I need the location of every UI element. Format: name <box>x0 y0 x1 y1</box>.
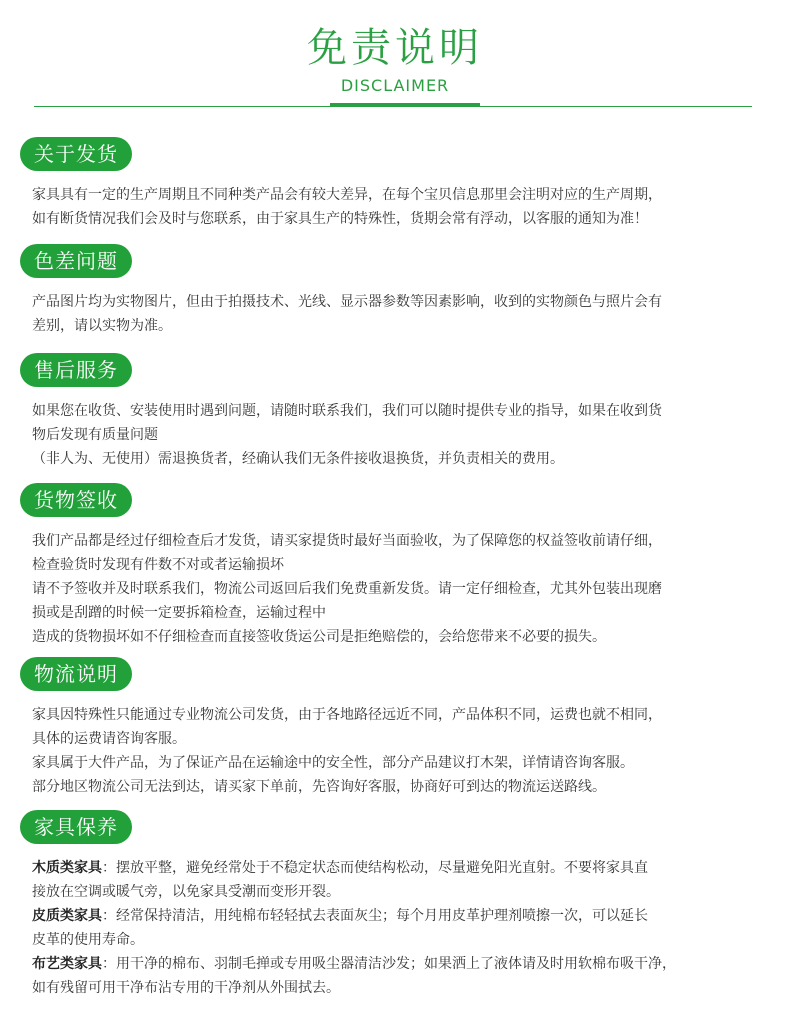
care-item-text: ：用干净的棉布、羽制毛掸或专用吸尘器清洁沙发；如果洒上了液体请及时用软棉布吸干净， <box>102 956 676 972</box>
paragraph-line: 如有断货情况我们会及时与您联系，由于家具生产的特殊性，货期会常有浮动，以客服的通知为准！ <box>32 211 648 227</box>
care-item-label: 木质类家具 <box>32 860 102 876</box>
section-heading-color-difference: 色差问题 <box>20 244 132 278</box>
section-body-after-sales <box>32 399 762 471</box>
section-body-color-difference <box>32 290 762 338</box>
paragraph-line: 如有残留可用干净布沾专用的干净剂从外围拭去。 <box>32 980 340 996</box>
care-item-label: 皮质类家具 <box>32 908 102 924</box>
care-item-fabric <box>32 952 762 976</box>
section-body-furniture-care <box>32 856 762 1000</box>
section-heading-after-sales: 售后服务 <box>20 353 132 387</box>
section-body-shipping <box>32 183 762 231</box>
paragraph-line: 损或是刮蹭的时候一定要拆箱检查，运输过程中 <box>32 605 326 621</box>
paragraph-line: 物后发现有质量问题 <box>32 427 158 443</box>
care-item-text: ：摆放平整，避免经常处于不稳定状态而使结构松动，尽量避免阳光直射。不要将家具直 <box>102 860 648 876</box>
paragraph-line: 家具具有一定的生产周期且不同种类产品会有较大差异，在每个宝贝信息那里会注明对应的生产周期， <box>32 187 662 203</box>
paragraph-line: 家具因特殊性只能通过专业物流公司发货，由于各地路径远近不同，产品体积不同，运费也就不相同， <box>32 707 662 723</box>
paragraph-line: 如果您在收货、安装使用时遇到问题，请随时联系我们，我们可以随时提供专业的指导，如果在收到货 <box>32 403 662 419</box>
header-divider <box>34 106 752 107</box>
paragraph-line: 差别，请以实物为准。 <box>32 318 172 334</box>
paragraph-line: 我们产品都是经过仔细检查后才发货，请买家提货时最好当面验收，为了保障您的权益签收前请仔细， <box>32 533 662 549</box>
section-body-logistics <box>32 703 762 799</box>
paragraph-line: 检查验货时发现有件数不对或者运输损坏 <box>32 557 284 573</box>
paragraph-line: 具体的运费请咨询客服。 <box>32 731 186 747</box>
paragraph-line: 造成的货物损坏如不仔细检查而直接签收货运公司是拒绝赔偿的，会给您带来不必要的损失。 <box>32 629 606 645</box>
paragraph-line: （非人为、无使用）需退换货者，经确认我们无条件接收退换货，并负责相关的费用。 <box>32 451 564 467</box>
paragraph-line: 部分地区物流公司无法到达，请买家下单前，先咨询好客服，协商好可到达的物流运送路线。 <box>32 779 606 795</box>
paragraph-line: 产品图片均为实物图片，但由于拍摄技术、光线、显示器参数等因素影响，收到的实物颜色与照片会有 <box>32 294 662 310</box>
header-accent-bar <box>330 103 480 106</box>
care-item-leather <box>32 904 762 928</box>
paragraph-line: 接放在空调或暖气旁，以免家具受潮而变形开裂。 <box>32 884 340 900</box>
section-heading-logistics: 物流说明 <box>20 657 132 691</box>
section-heading-shipping: 关于发货 <box>20 137 132 171</box>
page-title: 免责说明 <box>307 25 483 71</box>
paragraph-line: 家具属于大件产品，为了保证产品在运输途中的安全性，部分产品建议打木架，详情请咨询客服。 <box>32 755 634 771</box>
care-item-wood <box>32 856 762 880</box>
paragraph-line: 皮革的使用寿命。 <box>32 932 144 948</box>
care-item-text: ：经常保持清洁，用纯棉布轻轻拭去表面灰尘；每个月用皮革护理剂喷擦一次，可以延长 <box>102 908 648 924</box>
page-subtitle: DISCLAIMER <box>340 76 450 95</box>
section-heading-delivery-receipt: 货物签收 <box>20 483 132 517</box>
care-item-label: 布艺类家具 <box>32 956 102 972</box>
paragraph-line: 请不予签收并及时联系我们，物流公司返回后我们免费重新发货。请一定仔细检查，尤其外包装出现磨 <box>32 581 662 597</box>
section-body-delivery-receipt <box>32 529 762 649</box>
section-heading-furniture-care: 家具保养 <box>20 810 132 844</box>
page-header <box>0 0 790 110</box>
